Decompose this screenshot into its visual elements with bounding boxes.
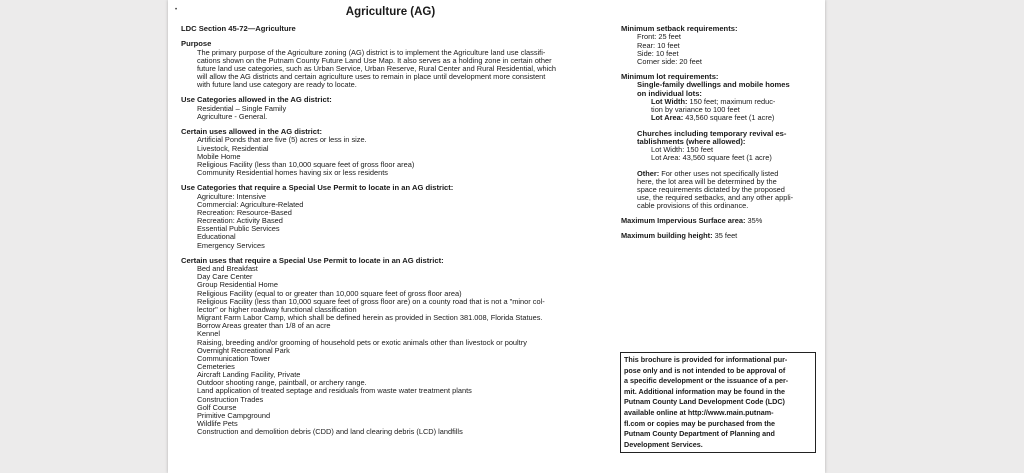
list-item: Raising, breeding and/or grooming of household pets or exotic animals other than livestock or poultry <box>197 337 527 347</box>
impervious-value: 35% <box>747 216 763 225</box>
list-item: Recreation: Activity Based <box>197 216 283 226</box>
other-line: here, the lot area will be determined by the <box>637 176 777 186</box>
lot-area-label: Lot Area: <box>651 113 684 123</box>
disclaimer-line: fl.com or copies may be purchased from the <box>624 418 775 428</box>
purpose-line: The primary purpose of the Agriculture zoning (AG) district is to implement the Agriculture land use classifi- <box>197 47 546 57</box>
list-item: Outdoor shooting range, paintball, or archery range. <box>197 378 367 388</box>
purpose-text <box>181 49 606 89</box>
list-item: Overnight Recreational Park <box>197 345 290 355</box>
lot-width-label: Lot Width: <box>651 97 688 107</box>
lot-area <box>621 114 813 122</box>
setback-item: Front: 25 feet <box>637 32 681 42</box>
list-item: Cemeteries <box>197 361 235 371</box>
other-uses <box>621 170 813 210</box>
lot-heading: Minimum lot requirements: <box>621 72 719 82</box>
list-item: Golf Course <box>197 402 237 412</box>
list-item: Commercial: Agriculture-Related <box>197 199 304 209</box>
list-item: Construction and demolition debris (CDD) and land clearing debris (LCD) landfills <box>197 427 463 437</box>
document-page <box>168 0 825 473</box>
single-family-heading <box>621 81 813 98</box>
disclaimer-line: pose only and is not intended to be approval of <box>624 365 786 375</box>
setback-item: Side: 10 feet <box>637 48 679 58</box>
list-item: Educational <box>197 232 236 242</box>
list-item: Residential – Single Family <box>197 103 287 113</box>
section-reference: LDC Section 45-72—Agriculture <box>181 24 296 33</box>
list-item: Migrant Farm Labor Camp, which shall be defined herein as provided in Section 381.008, Florida Statues. <box>197 313 543 323</box>
disclaimer-line: available online at http://www.main.putnam- <box>624 407 774 417</box>
height-label: Maximum building height: <box>621 231 713 241</box>
other-line: space requirements dictated by the proposed <box>637 184 785 194</box>
list-item: Mobile Home <box>197 151 241 161</box>
church-lot-area: Lot Area: 43,560 square feet (1 acre) <box>651 153 772 163</box>
list-item: Community Residential homes having six or less residents <box>197 168 389 178</box>
right-column <box>621 25 813 240</box>
disclaimer-line: This brochure is provided for informational pur- <box>624 355 788 364</box>
list-item: Religious Facility (less than 10,000 square feet of gross floor are) on a county road that is not a "minor col- <box>197 296 545 306</box>
disclaimer-line: Development Services. <box>624 439 703 449</box>
list-item: Emergency Services <box>197 240 265 250</box>
other-line: For other uses not specifically listed <box>661 168 779 178</box>
list-item: Wildlife Pets <box>197 419 238 429</box>
setback-item: Corner side: 20 feet <box>637 56 702 66</box>
page-marker: • <box>175 7 178 13</box>
disclaimer-line: a specific development or the issuance of a per- <box>624 376 789 386</box>
impervious-label: Maximum Impervious Surface area: <box>621 216 746 225</box>
churches-heading-line: tablishments (where allowed): <box>637 136 746 146</box>
list-item: Religious Facility (equal to or greater than 10,000 square feet of gross floor area) <box>197 288 462 298</box>
list-item: Essential Public Services <box>197 224 280 234</box>
list-item: Land application of treated septage and residuals from waste water treatment plants <box>197 386 472 396</box>
lot-width-cont: tion by variance to 100 feet <box>651 105 740 115</box>
other-line: cable provisions of this ordinance. <box>637 200 749 210</box>
other-line: use, the required setbacks, and any other appli- <box>637 192 794 202</box>
list-item: Agriculture - General. <box>197 111 268 121</box>
list-item: Day Care Center <box>197 272 253 282</box>
purpose-line: future land use categories, such as Urban Service, Urban Reserve, Rural Center and Rural Residential, which <box>197 64 557 73</box>
list-item: Recreation: Resource-Based <box>197 207 292 217</box>
lot-width-value: 150 feet; maximum reduc- <box>689 97 776 107</box>
certain-uses-heading: Certain uses allowed in the AG district: <box>181 127 323 136</box>
disclaimer-box <box>620 352 816 453</box>
list-item: Group Residential Home <box>197 280 278 290</box>
setback-heading: Minimum setback requirements: <box>621 24 738 33</box>
list-item: lector" or higher roadway functional classification <box>197 304 357 314</box>
lot-area-value: 43,560 square feet (1 acre) <box>685 113 775 123</box>
disclaimer-line: Putnam County Land Development Code (LDC) <box>624 397 785 407</box>
list-item: Religious Facility (less than 10,000 square feet of gross floor area) <box>197 159 415 169</box>
church-lot-width: Lot Width: 150 feet <box>651 145 714 155</box>
purpose-line: will allow the AG districts and certain agriculture uses to remain in place until development more consistent <box>197 72 546 82</box>
purpose-heading: Purpose <box>181 39 212 49</box>
left-column <box>181 25 606 436</box>
list-item: Communication Tower <box>197 353 270 363</box>
use-categories-heading: Use Categories allowed in the AG district: <box>181 95 332 105</box>
building-height <box>621 232 813 240</box>
list-item: Construction Trades <box>197 394 264 404</box>
list-item: Kennel <box>197 329 221 339</box>
list-item: Artificial Ponds that are five (5) acres or less in size. <box>197 135 367 145</box>
disclaimer-line: Putnam County Department of Planning and <box>624 429 775 439</box>
single-family-heading-line: Single-family dwellings and mobile homes <box>637 80 790 90</box>
page-title: Agriculture (AG) <box>345 6 436 18</box>
list-item: Agriculture: Intensive <box>197 191 267 201</box>
purpose-line: cations shown on the Putnam County Future Land Use Map. It also serves as a holding zone in certain other <box>197 55 552 65</box>
list-item: Primitive Campground <box>197 410 271 420</box>
impervious-surface <box>621 217 813 225</box>
disclaimer-line: mit. Additional information may be found in the <box>624 386 786 396</box>
list-item: Bed and Breakfast <box>197 264 258 274</box>
single-family-heading-line: on individual lots: <box>637 88 702 98</box>
purpose-line: with future land use category are ready to locate. <box>197 80 357 90</box>
special-categories-heading: Use Categories that require a Special Use Permit to locate in an AG district: <box>181 183 454 193</box>
churches-heading-line: Churches including temporary revival es- <box>637 128 787 138</box>
special-uses-heading: Certain uses that require a Special Use Permit to locate in an AG district: <box>181 255 444 265</box>
list-item: Livestock, Residential <box>197 143 269 153</box>
list-item: Borrow Areas greater than 1/8 of an acre <box>197 321 331 331</box>
churches-heading <box>621 130 813 147</box>
setback-item: Rear: 10 feet <box>637 40 680 50</box>
other-label: Other: <box>637 168 660 178</box>
height-value: 35 feet <box>714 231 738 241</box>
list-item: Aircraft Landing Facility, Private <box>197 370 301 380</box>
